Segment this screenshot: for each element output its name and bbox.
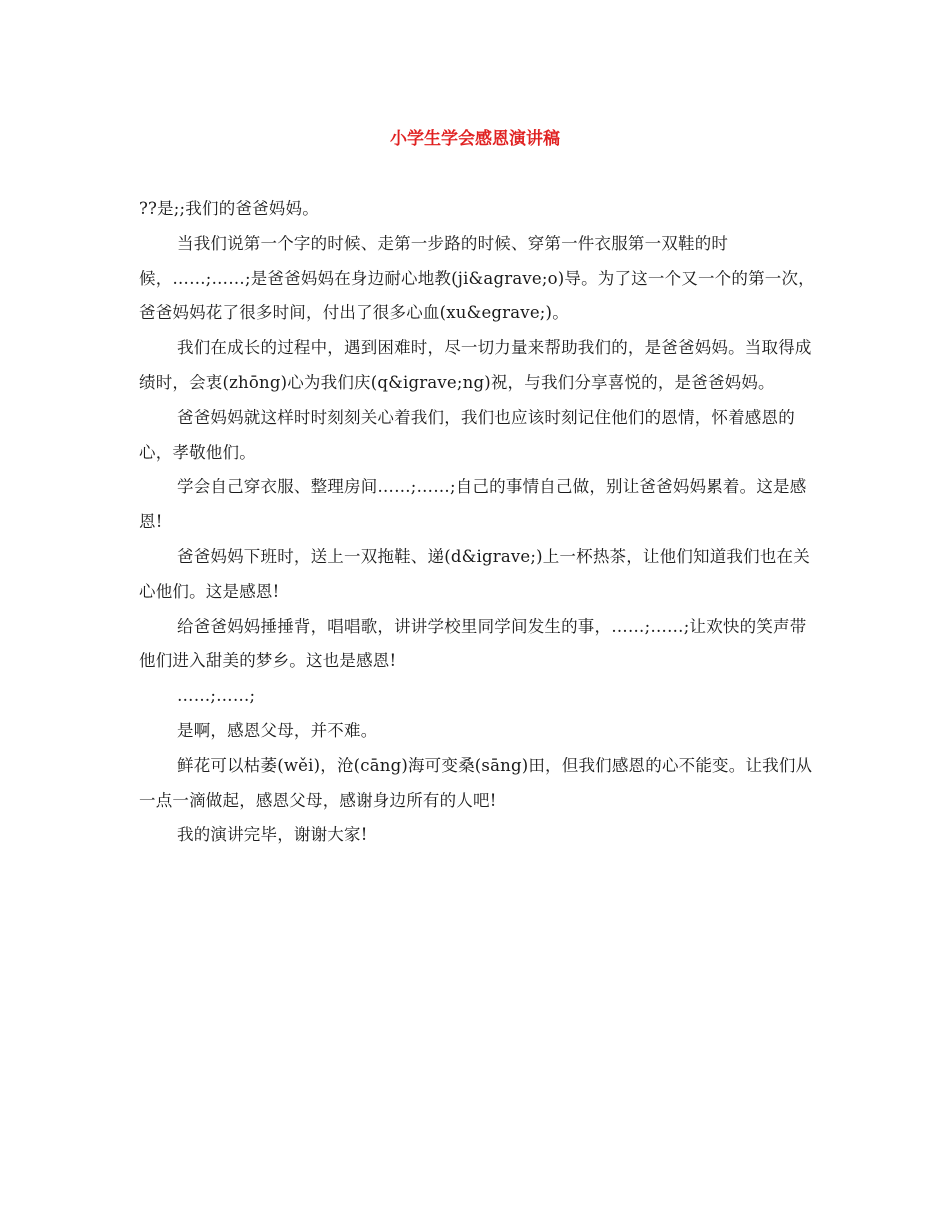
document-body [139, 192, 815, 853]
paragraph-5: 学会自己穿衣服、整理房间……;……;自己的事情自己做，别让爸爸妈妈累着。这是感恩! [139, 477, 807, 532]
paragraph-7: 给爸爸妈妈捶捶背，唱唱歌，讲讲学校里同学间发生的事，……;……;让欢快的笑声带他们进入甜美的梦乡。这也是感恩! [139, 616, 807, 671]
paragraph-3: 我们在成长的过程中，遇到困难时，尽一切力量来帮助我们的，是爸爸妈妈。当取得成绩时，会衷(zhōng)心为我们庆(q&igrave;ng)祝，与我们分享喜悦的，是爸爸妈妈。 [139, 338, 812, 392]
paragraph-9: 是啊，感恩父母，并不难。 [177, 720, 378, 740]
document-title: 小学生学会感恩演讲稿 [390, 129, 560, 149]
paragraph-1: ??是;;我们的爸爸妈妈。 [139, 199, 319, 218]
paragraph-10: 鲜花可以枯萎(wěi)，沧(cāng)海可变桑(sāng)田，但我们感恩的心不能变。让我们从一点一滴做起，感恩父母，感谢身边所有的人吧! [139, 755, 813, 810]
paragraph-8: ……;……; [177, 686, 256, 706]
paragraph-4: 爸爸妈妈就这样时时刻刻关心着我们，我们也应该时刻记住他们的恩情，怀着感恩的心，孝敬他们。 [139, 407, 795, 462]
paragraph-2: 当我们说第一个字的时候、走第一步路的时候、穿第一件衣服第一双鞋的时候，……;……;是爸爸妈妈在身边耐心地教(ji&agrave;o)导。为了这一个又一个的第一次，爸爸妈妈花了很多时间，付出了很多心血(xu&egrave;)。 [139, 233, 815, 323]
paragraph-11: 我的演讲完毕，谢谢大家! [177, 825, 368, 845]
paragraph-6: 爸爸妈妈下班时，送上一双拖鞋、递(d&igrave;)上一杯热茶，让他们知道我们也在关心他们。这是感恩! [139, 546, 810, 601]
